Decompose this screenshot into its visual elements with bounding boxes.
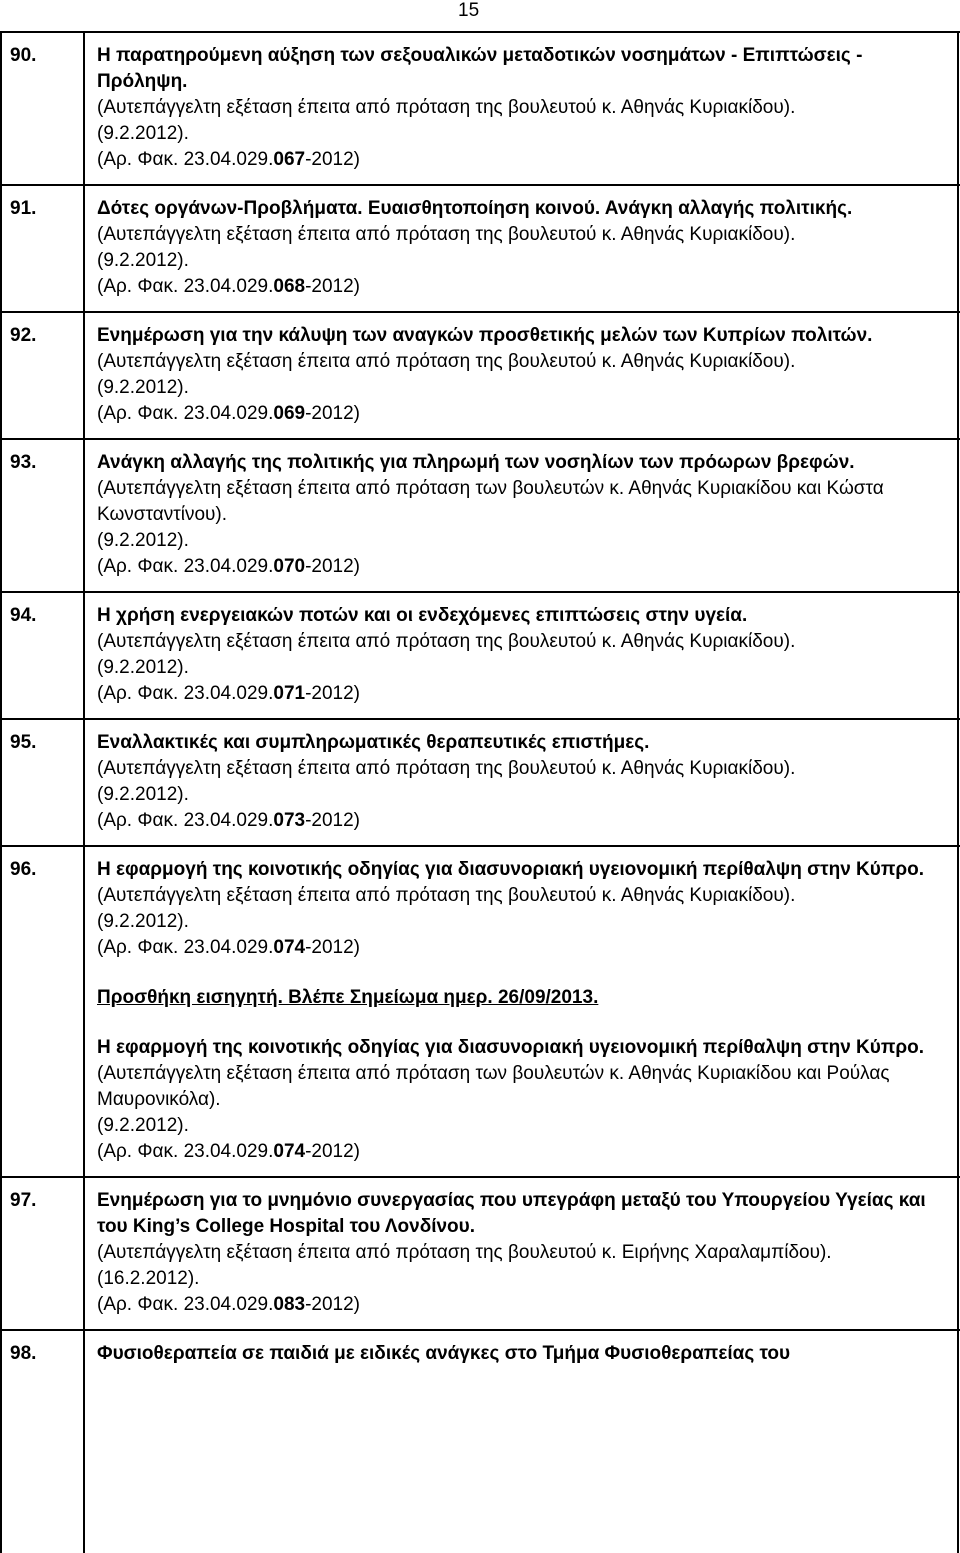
item-file-number: (Αρ. Φακ. 23.04.029.069-2012)	[97, 403, 360, 424]
item-sponsor: (Αυτεπάγγελτη εξέταση έπειτα από πρόταση της βουλευτού κ. Αθηνάς Κυριακίδου).	[97, 97, 796, 118]
item-file-number: (Αρ. Φακ. 23.04.029.067-2012)	[97, 149, 360, 170]
item-sponsor: (Αυτεπάγγελτη εξέταση έπειτα από πρόταση της βουλευτού κ. Αθηνάς Κυριακίδου).	[97, 758, 796, 779]
item-title: Φυσιοθεραπεία σε παιδιά με ειδικές ανάγκες στο Τμήμα Φυσιοθεραπείας του	[97, 1343, 791, 1364]
page-number: 15	[458, 0, 480, 21]
item-file-number: (Αρ. Φακ. 23.04.029.071-2012)	[97, 683, 360, 704]
item-sponsor: (Αυτεπάγγελτη εξέταση έπειτα από πρόταση της βουλευτού κ. Αθηνάς Κυριακίδου).	[97, 631, 796, 652]
item-sponsor: (Αυτεπάγγελτη εξέταση έπειτα από πρόταση της βουλευτού κ. Αθηνάς Κυριακίδου).	[97, 885, 796, 906]
item-title: Εναλλακτικές και συμπληρωματικές θεραπευτικές επιστήμες.	[97, 732, 650, 753]
item-number: 97.	[10, 1190, 37, 1211]
item-number: 94.	[10, 605, 37, 626]
item-title: Δότες οργάνων-Προβλήματα. Ευαισθητοποίηση κοινού. Ανάγκη αλλαγής πολιτικής.	[97, 198, 853, 219]
item-date: (9.2.2012).	[97, 784, 189, 805]
item-date: (9.2.2012).	[97, 377, 189, 398]
item-number: 90.	[10, 45, 37, 66]
item-number: 92.	[10, 325, 37, 346]
item-title: Η παρατηρούμενη αύξηση των σεξουαλικών μεταδοτικών νοσημάτων - Επιπτώσεις - Πρόληψη.	[97, 45, 863, 92]
item-title: Η χρήση ενεργειακών ποτών και οι ενδεχόμενες επιπτώσεις στην υγεία.	[97, 605, 748, 626]
agenda-item-93	[0, 440, 960, 593]
item-number: 98.	[10, 1343, 37, 1364]
item-number: 93.	[10, 452, 37, 473]
item-date: (9.2.2012).	[97, 123, 189, 144]
item-file-number: (Αρ. Φακ. 23.04.029.083-2012)	[97, 1294, 360, 1315]
agenda-item-92	[0, 313, 960, 440]
agenda-item-97	[0, 1178, 960, 1331]
item-sponsor: (Αυτεπάγγελτη εξέταση έπειτα από πρόταση της βουλευτού κ. Ειρήνης Χαραλαμπίδου).	[97, 1242, 832, 1263]
item-title: Η εφαρμογή της κοινοτικής οδηγίας για διασυνοριακή υγειονομική περίθαλψη στην Κύπρο.	[97, 859, 925, 880]
item-date: (16.2.2012).	[97, 1268, 200, 1289]
item-file-number: (Αρ. Φακ. 23.04.029.073-2012)	[97, 810, 360, 831]
item-sponsor: (Αυτεπάγγελτη εξέταση έπειτα από πρόταση της βουλευτού κ. Αθηνάς Κυριακίδου).	[97, 351, 796, 372]
addition-sponsor: (Αυτεπάγγελτη εξέταση έπειτα από πρόταση των βουλευτών κ. Αθηνάς Κυριακίδου και Ρούλας Μαυρονικόλα).	[97, 1063, 890, 1110]
agenda-item-90	[0, 33, 960, 186]
agenda-item-94	[0, 593, 960, 720]
item-title: Ενημέρωση για την κάλυψη των αναγκών προσθετικής μελών των Κυπρίων πολιτών.	[97, 325, 873, 346]
item-file-number: (Αρ. Φακ. 23.04.029.070-2012)	[97, 556, 360, 577]
item-file-number: (Αρ. Φακ. 23.04.029.074-2012)	[97, 937, 360, 958]
rapporteur-addition-note: Προσθήκη εισηγητή. Βλέπε Σημείωμα ημερ. 26/09/2013.	[97, 987, 599, 1008]
item-number: 96.	[10, 859, 37, 880]
item-title: Ενημέρωση για το μνημόνιο συνεργασίας που υπεγράφη μεταξύ του Υπουργείου Υγείας και του King’s College Hospital του Λονδίνου.	[97, 1190, 926, 1237]
addition-file-number: (Αρ. Φακ. 23.04.029.074-2012)	[97, 1141, 360, 1162]
item-title: Ανάγκη αλλαγής της πολιτικής για πληρωμή των νοσηλίων των πρόωρων βρεφών.	[97, 452, 855, 473]
item-number: 91.	[10, 198, 37, 219]
item-number: 95.	[10, 732, 37, 753]
item-date: (9.2.2012).	[97, 911, 189, 932]
agenda-item-98	[0, 1331, 960, 1378]
item-date: (9.2.2012).	[97, 657, 189, 678]
item-date: (9.2.2012).	[97, 530, 189, 551]
agenda-table	[0, 33, 960, 1378]
item-sponsor: (Αυτεπάγγελτη εξέταση έπειτα από πρόταση των βουλευτών κ. Αθηνάς Κυριακίδου και Κώστα Κωνσταντίνου).	[97, 478, 884, 525]
agenda-item-91	[0, 186, 960, 313]
agenda-item-95	[0, 720, 960, 847]
addition-title: Η εφαρμογή της κοινοτικής οδηγίας για διασυνοριακή υγειονομική περίθαλψη στην Κύπρο.	[97, 1037, 925, 1058]
agenda-item-96	[0, 847, 960, 1178]
addition-date: (9.2.2012).	[97, 1115, 189, 1136]
item-sponsor: (Αυτεπάγγελτη εξέταση έπειτα από πρόταση της βουλευτού κ. Αθηνάς Κυριακίδου).	[97, 224, 796, 245]
item-file-number: (Αρ. Φακ. 23.04.029.068-2012)	[97, 276, 360, 297]
item-date: (9.2.2012).	[97, 250, 189, 271]
